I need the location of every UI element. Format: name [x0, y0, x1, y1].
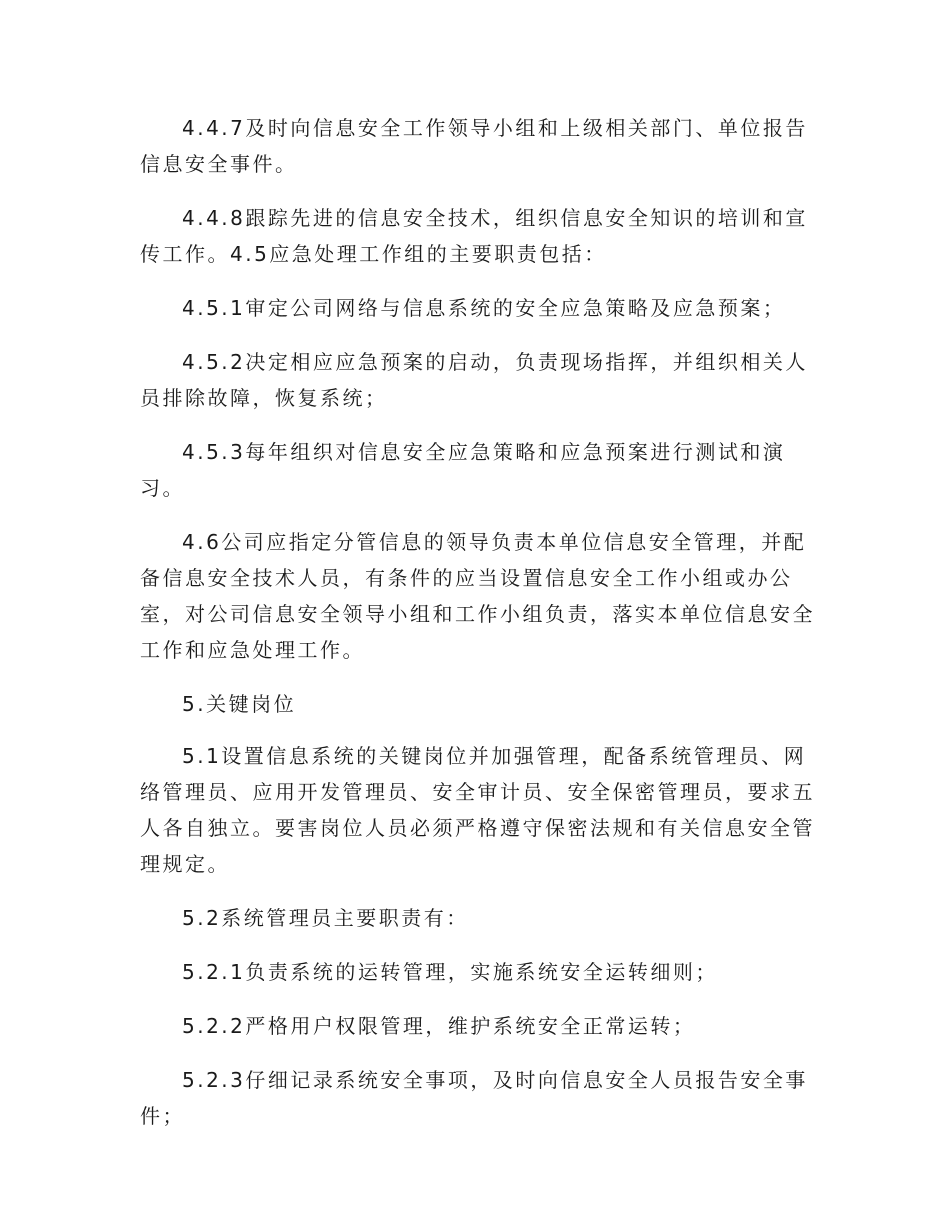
paragraph-5-2-3: 5.2.3仔细记录系统安全事项，及时向信息安全人员报告安全事件；	[140, 1068, 808, 1128]
paragraph-4-4-8: 4.4.8跟踪先进的信息安全技术，组织信息安全知识的培训和宣传工作。4.5应急处理工作组的主要职责包括：	[140, 206, 808, 266]
paragraph-4-5-3: 4.5.3每年组织对信息安全应急策略和应急预案进行测试和演习。	[140, 440, 786, 500]
paragraph-4-5-2: 4.5.2决定相应应急预案的启动，负责现场指挥，并组织相关人员排除故障，恢复系统；	[140, 350, 808, 410]
paragraph-5-1: 5.1设置信息系统的关键岗位并加强管理，配备系统管理员、网络管理员、应用开发管理员、安全审计员、安全保密管理员，要求五人各自独立。要害岗位人员必须严格遵守保密法规和有关信息安全管理规定。	[140, 744, 815, 876]
paragraph-4-4-7: 4.4.7及时向信息安全工作领导小组和上级相关部门、单位报告信息安全事件。	[140, 116, 808, 176]
section-heading-5: 5.关键岗位	[182, 692, 297, 716]
paragraph-4-5-1: 4.5.1审定公司网络与信息系统的安全应急策略及应急预案；	[182, 296, 786, 320]
paragraph-5-2-1: 5.2.1负责系统的运转管理，实施系统安全运转细则；	[182, 960, 718, 984]
paragraph-5-2-2: 5.2.2严格用户权限管理，维护系统安全正常运转；	[182, 1014, 696, 1038]
paragraph-5-2: 5.2系统管理员主要职责有：	[182, 906, 469, 930]
paragraph-4-6: 4.6公司应指定分管信息的领导负责本单位信息安全管理，并配备信息安全技术人员，有条件的应当设置信息安全工作小组或办公室，对公司信息安全领导小组和工作小组负责，落实本单位信息安全工作和应急处理工作。	[140, 530, 815, 662]
document-body	[140, 110, 815, 1152]
